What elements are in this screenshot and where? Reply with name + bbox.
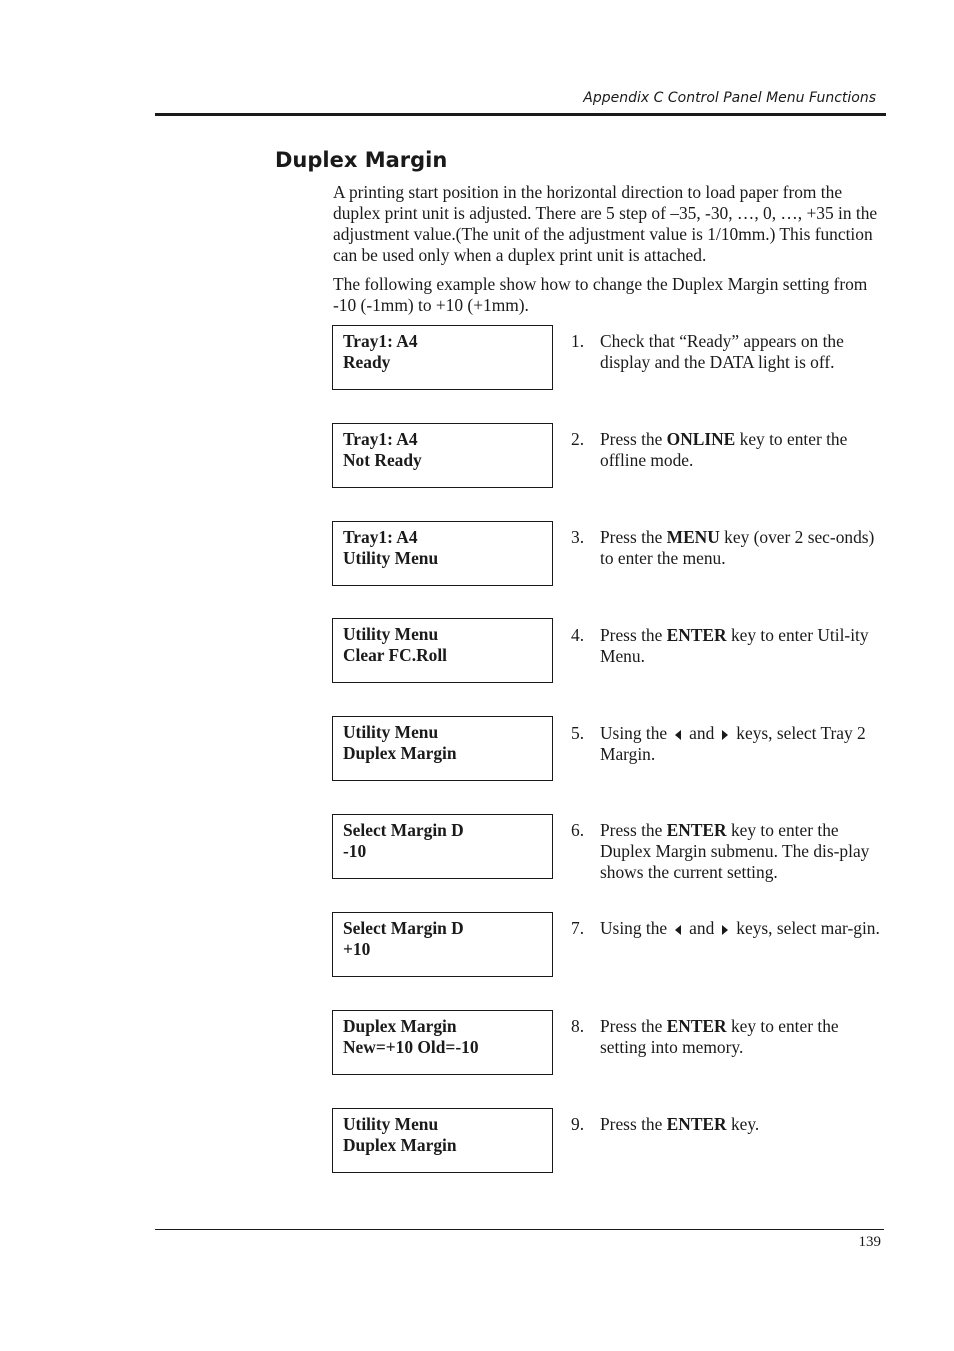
- lcd-display-step-7: [332, 912, 553, 977]
- step-text-mid: and: [689, 918, 715, 938]
- step-text-pre: Press the: [600, 1114, 667, 1134]
- lcd-line-2: Duplex Margin: [343, 1135, 457, 1155]
- step-6: [571, 820, 881, 883]
- intro-paragraph: A printing start position in the horizontal direction to load paper from the duplex print unit is adjusted. There are 5 step of –35, -30, …, 0, …, +35 in the adjustment value.(The unit of the adjustment value is 1/10mm.) This function can be used only when a duplex print unit is attached.: [333, 182, 878, 265]
- key-name: ENTER: [666, 1114, 727, 1134]
- step-text-pre: Press the: [600, 820, 667, 840]
- step-text-pre: Using the: [600, 723, 668, 743]
- step-text: [600, 527, 881, 569]
- lcd-line-2: Utility Menu: [343, 548, 439, 568]
- step-text: [600, 820, 881, 883]
- right-arrow-icon: [722, 925, 728, 935]
- key-name: MENU: [666, 527, 720, 547]
- step-number: 2.: [571, 429, 585, 449]
- lcd-display-step-3: [332, 521, 553, 586]
- step-text-post: keys, select mar-gin.: [736, 918, 880, 938]
- step-text-post: key to enter Util-ity Menu.: [600, 625, 869, 666]
- step-1: [571, 331, 881, 373]
- key-name: ONLINE: [666, 429, 736, 449]
- lcd-line-2: Not Ready: [343, 450, 422, 470]
- step-number: 9.: [571, 1114, 585, 1134]
- step-7: [571, 918, 881, 939]
- step-text-mid: and: [689, 723, 715, 743]
- lcd-line-1: Utility Menu: [343, 722, 439, 742]
- step-text-pre: Press the: [600, 429, 667, 449]
- step-number: 8.: [571, 1016, 585, 1036]
- key-name: ENTER: [666, 820, 727, 840]
- step-text-post: key (over 2 sec-onds) to enter the menu.: [600, 527, 875, 568]
- lcd-line-2: New=+10 Old=-10: [343, 1037, 479, 1057]
- step-text-pre: Press the: [600, 1016, 667, 1036]
- lcd-line-1: Duplex Margin: [343, 1016, 457, 1036]
- step-text-post: key.: [726, 1114, 760, 1134]
- lcd-display-step-6: [332, 814, 553, 879]
- lcd-display-step-2: [332, 423, 553, 488]
- step-text-post: key to enter the setting into memory.: [600, 1016, 839, 1057]
- step-2: [571, 429, 881, 471]
- running-header: Appendix C Control Panel Menu Functions: [583, 90, 876, 106]
- lcd-display-step-5: [332, 716, 553, 781]
- right-arrow-icon: [722, 730, 728, 740]
- step-3: [571, 527, 881, 569]
- step-8: [571, 1016, 881, 1058]
- step-text-pre: Press the: [600, 625, 667, 645]
- header-rule: [155, 113, 886, 116]
- lcd-line-1: Tray1: A4: [343, 527, 418, 547]
- lcd-line-2: Duplex Margin: [343, 743, 457, 763]
- lcd-line-1: Select Margin D: [343, 820, 464, 840]
- step-9: [571, 1114, 881, 1135]
- step-text: Check that “Ready” appears on the display and the DATA light is off.: [600, 331, 844, 372]
- lcd-display-step-9: [332, 1108, 553, 1173]
- step-number: 6.: [571, 820, 585, 840]
- step-text: [600, 918, 881, 939]
- step-text-pre: Using the: [600, 918, 668, 938]
- section-title: Duplex Margin: [275, 148, 448, 172]
- step-text: [600, 1016, 881, 1058]
- step-5: [571, 723, 881, 765]
- lcd-line-1: Tray1: A4: [343, 429, 418, 449]
- step-number: 1.: [571, 331, 585, 351]
- step-number: 3.: [571, 527, 585, 547]
- lcd-line-1: Utility Menu: [343, 1114, 439, 1134]
- step-number: 5.: [571, 723, 585, 743]
- step-text-post: keys, select Tray 2 Margin.: [600, 723, 866, 764]
- lcd-line-2: +10: [343, 939, 371, 959]
- step-text: [600, 723, 881, 765]
- lcd-display-step-8: [332, 1010, 553, 1075]
- example-paragraph: The following example show how to change the Duplex Margin setting from -10 (-1mm) to +10 (+1mm).: [333, 274, 868, 315]
- lcd-line-2: -10: [343, 841, 367, 861]
- step-text: [600, 625, 881, 667]
- step-text: [600, 1114, 881, 1135]
- step-number: 4.: [571, 625, 585, 645]
- lcd-line-2: Ready: [343, 352, 391, 372]
- lcd-line-2: Clear FC.Roll: [343, 645, 448, 665]
- lcd-display-step-4: [332, 618, 553, 683]
- page-number: 139: [858, 1234, 881, 1250]
- left-arrow-icon: [675, 730, 681, 740]
- key-name: ENTER: [666, 625, 727, 645]
- key-name: ENTER: [666, 1016, 727, 1036]
- lcd-line-1: Tray1: A4: [343, 331, 418, 351]
- step-4: [571, 625, 881, 667]
- step-number: 7.: [571, 918, 585, 938]
- step-text-post: key to enter the Duplex Margin submenu. The dis-play shows the current setting.: [600, 820, 870, 882]
- step-text: [600, 429, 881, 471]
- lcd-line-1: Select Margin D: [343, 918, 464, 938]
- footer-rule: [155, 1229, 884, 1230]
- lcd-display-step-1: [332, 325, 553, 390]
- step-text-post: key to enter the offline mode.: [600, 429, 848, 470]
- lcd-line-1: Utility Menu: [343, 624, 439, 644]
- step-text-pre: Press the: [600, 527, 667, 547]
- left-arrow-icon: [675, 925, 681, 935]
